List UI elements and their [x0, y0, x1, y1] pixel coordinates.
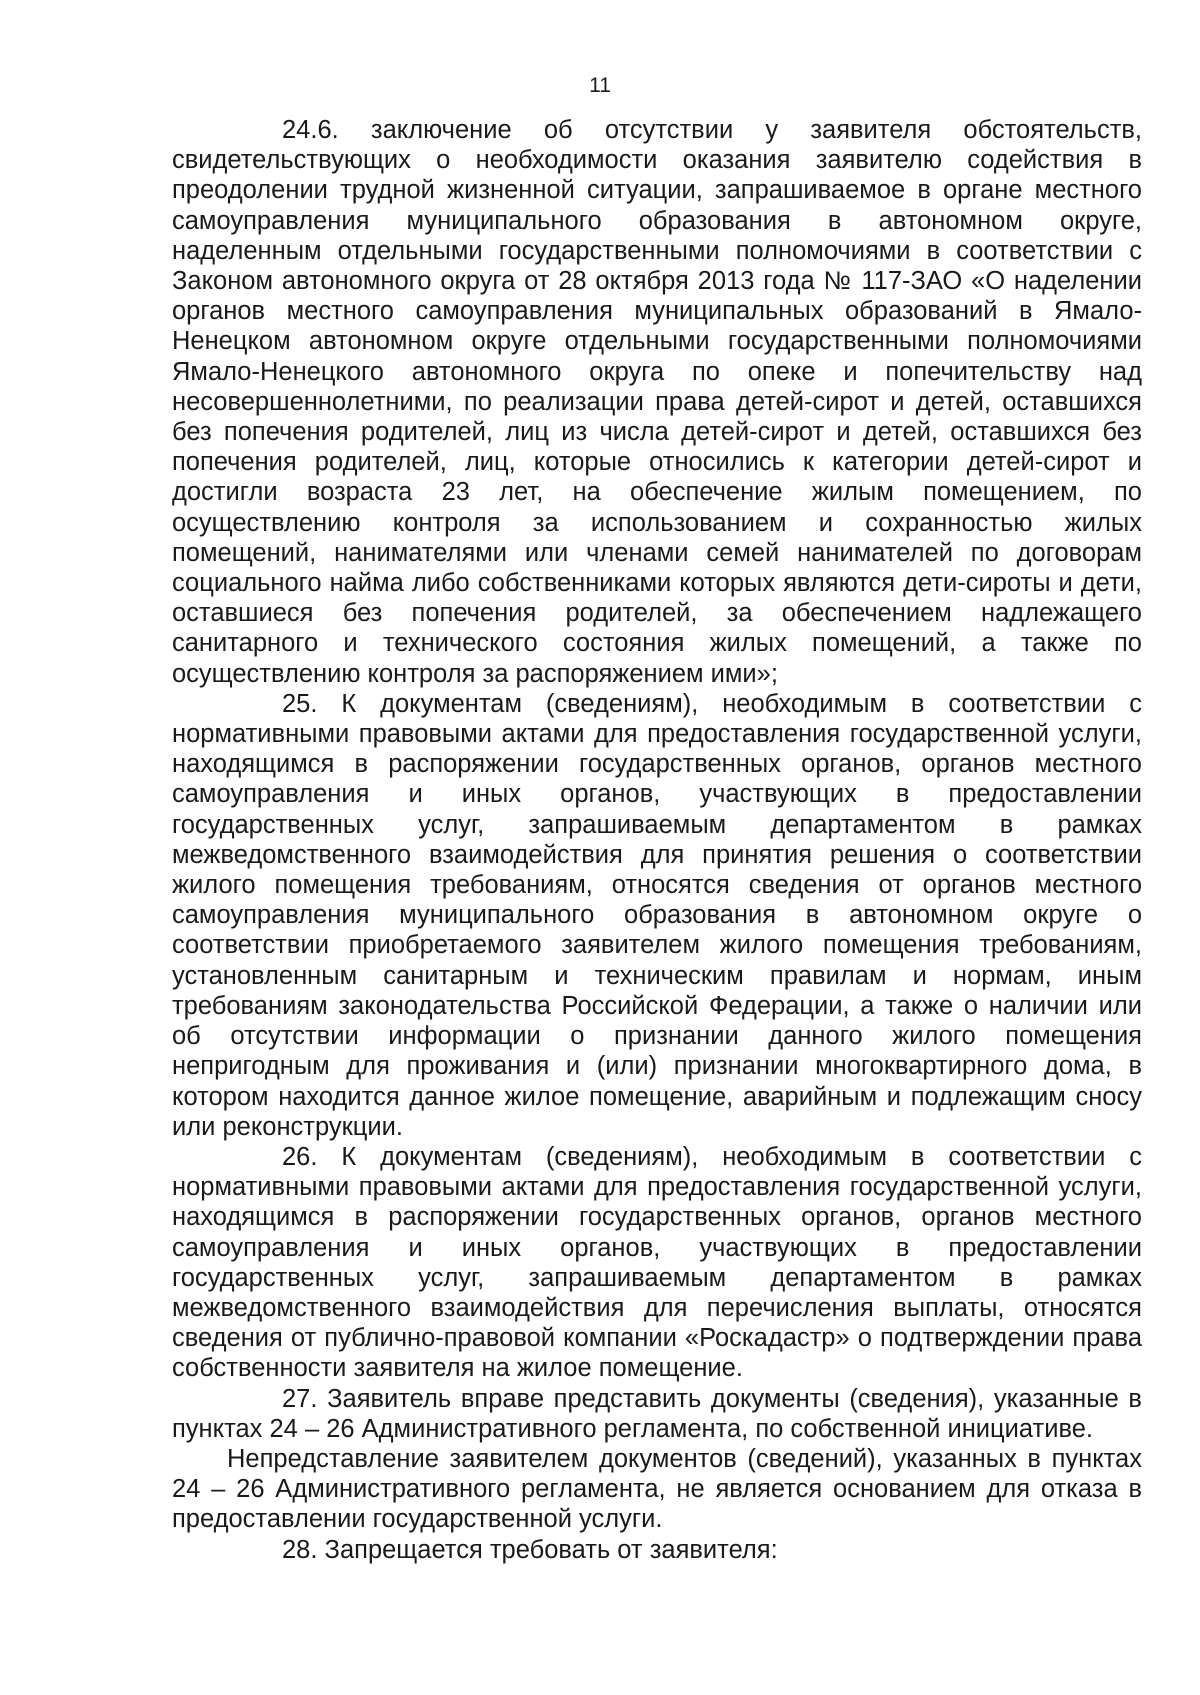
paragraph-text: заключение об отсутствии у заявителя обстоятельств, свидетельствующих о необходимости оказания заявителю содействия в преодолении трудной жизненной ситуации, запрашиваемое в органе местного самоуправления муниципального образования в автономном округе, наделенным отдельными государственными полномочиями в соответствии с Законом автономного округа от 28 октября 2013 года № 117-ЗАО «О наделении органов местного самоуправления муниципальных образований в Ямало-Ненецком автономном округе отдельными государственными полномочиями Ямало-Ненецкого автономного округа по опеке и попечительству над несовершеннолетними, по реализации права детей-сирот и детей, оставшихся без попечения родителей, лиц из числа детей-сирот и детей, оставшихся без попечения родителей, лиц, которые относились к категории детей-сирот и достигли возраста 23 лет, на обеспечение жилым помещением, по осуществлению контроля за использованием и сохранностью жилых помещений, нанимателями или членами семей нанимателей по договорам социального найма либо собственниками которых являются дети-сироты и дети, оставшиеся без попечения родителей, за обеспечением надлежащего санитарного и технического состояния жилых помещений, а также по осуществлению контроля за распоряжением ими»; — [172, 116, 1142, 688]
paragraph-text: Запрещается требовать от заявителя: — [324, 1535, 778, 1564]
paragraph-27-continuation — [172, 1444, 1142, 1535]
document-body — [172, 115, 1142, 1565]
paragraph-text: К документам (сведениям), необходимым в соответствии с нормативными правовыми актами для предоставления государственной услуги, находящимся в распоряжении государственных органов, органов местного самоуправления и иных органов, участвующих в предоставлении государственных услуг, запрашиваемым департаментом в рамках межведомственного взаимодействия для принятия решения о соответствии жилого помещения требованиям, относятся сведения от органов местного самоуправления муниципального образования в автономном округе о соответствии приобретаемого заявителем жилого помещения требованиям, установленным санитарным и техническим правилам и нормам, иным требованиям законодательства Российской Федерации, а также о наличии или об отсутствии информации о признании данного жилого помещения непригодным для проживания и (или) признании многоквартирного дома, в котором находится данное жилое помещение, аварийным и подлежащим сносу или реконструкции. — [172, 689, 1142, 1141]
paragraph-text: К документам (сведениям), необходимым в соответствии с нормативными правовыми актами для предоставления государственной услуги, находящимся в распоряжении государственных органов, органов местного самоуправления и иных органов, участвующих в предоставлении государственных услуг, запрашиваемым департаментом в рамках межведомственного взаимодействия для перечисления выплаты, относятся сведения от публично-правовой компании «Роскадастр» о подтверждении права собственности заявителя на жилое помещение. — [172, 1142, 1142, 1383]
paragraph-25 — [172, 689, 1142, 1142]
paragraph-text: Непредставление заявителем документов (сведений), указанных в пунктах 24 – 26 Административного регламента, не является основанием для отказа в предоставлении государственной услуги. — [172, 1444, 1142, 1534]
paragraph-24-6 — [172, 115, 1142, 689]
paragraph-26 — [172, 1142, 1142, 1384]
paragraph-number: 24.6. — [282, 116, 339, 144]
paragraph-number: 27. — [282, 1384, 318, 1413]
paragraph-number: 25. — [282, 689, 318, 718]
paragraph-number: 26. — [282, 1142, 318, 1171]
paragraph-27 — [172, 1384, 1142, 1444]
paragraph-number: 28. — [282, 1535, 318, 1564]
page-number: 11 — [589, 74, 611, 97]
paragraph-28 — [172, 1535, 1142, 1565]
paragraph-text: Заявитель вправе представить документы (сведения), указанные в пунктах 24 – 26 Административного регламента, по собственной инициативе. — [172, 1384, 1142, 1443]
